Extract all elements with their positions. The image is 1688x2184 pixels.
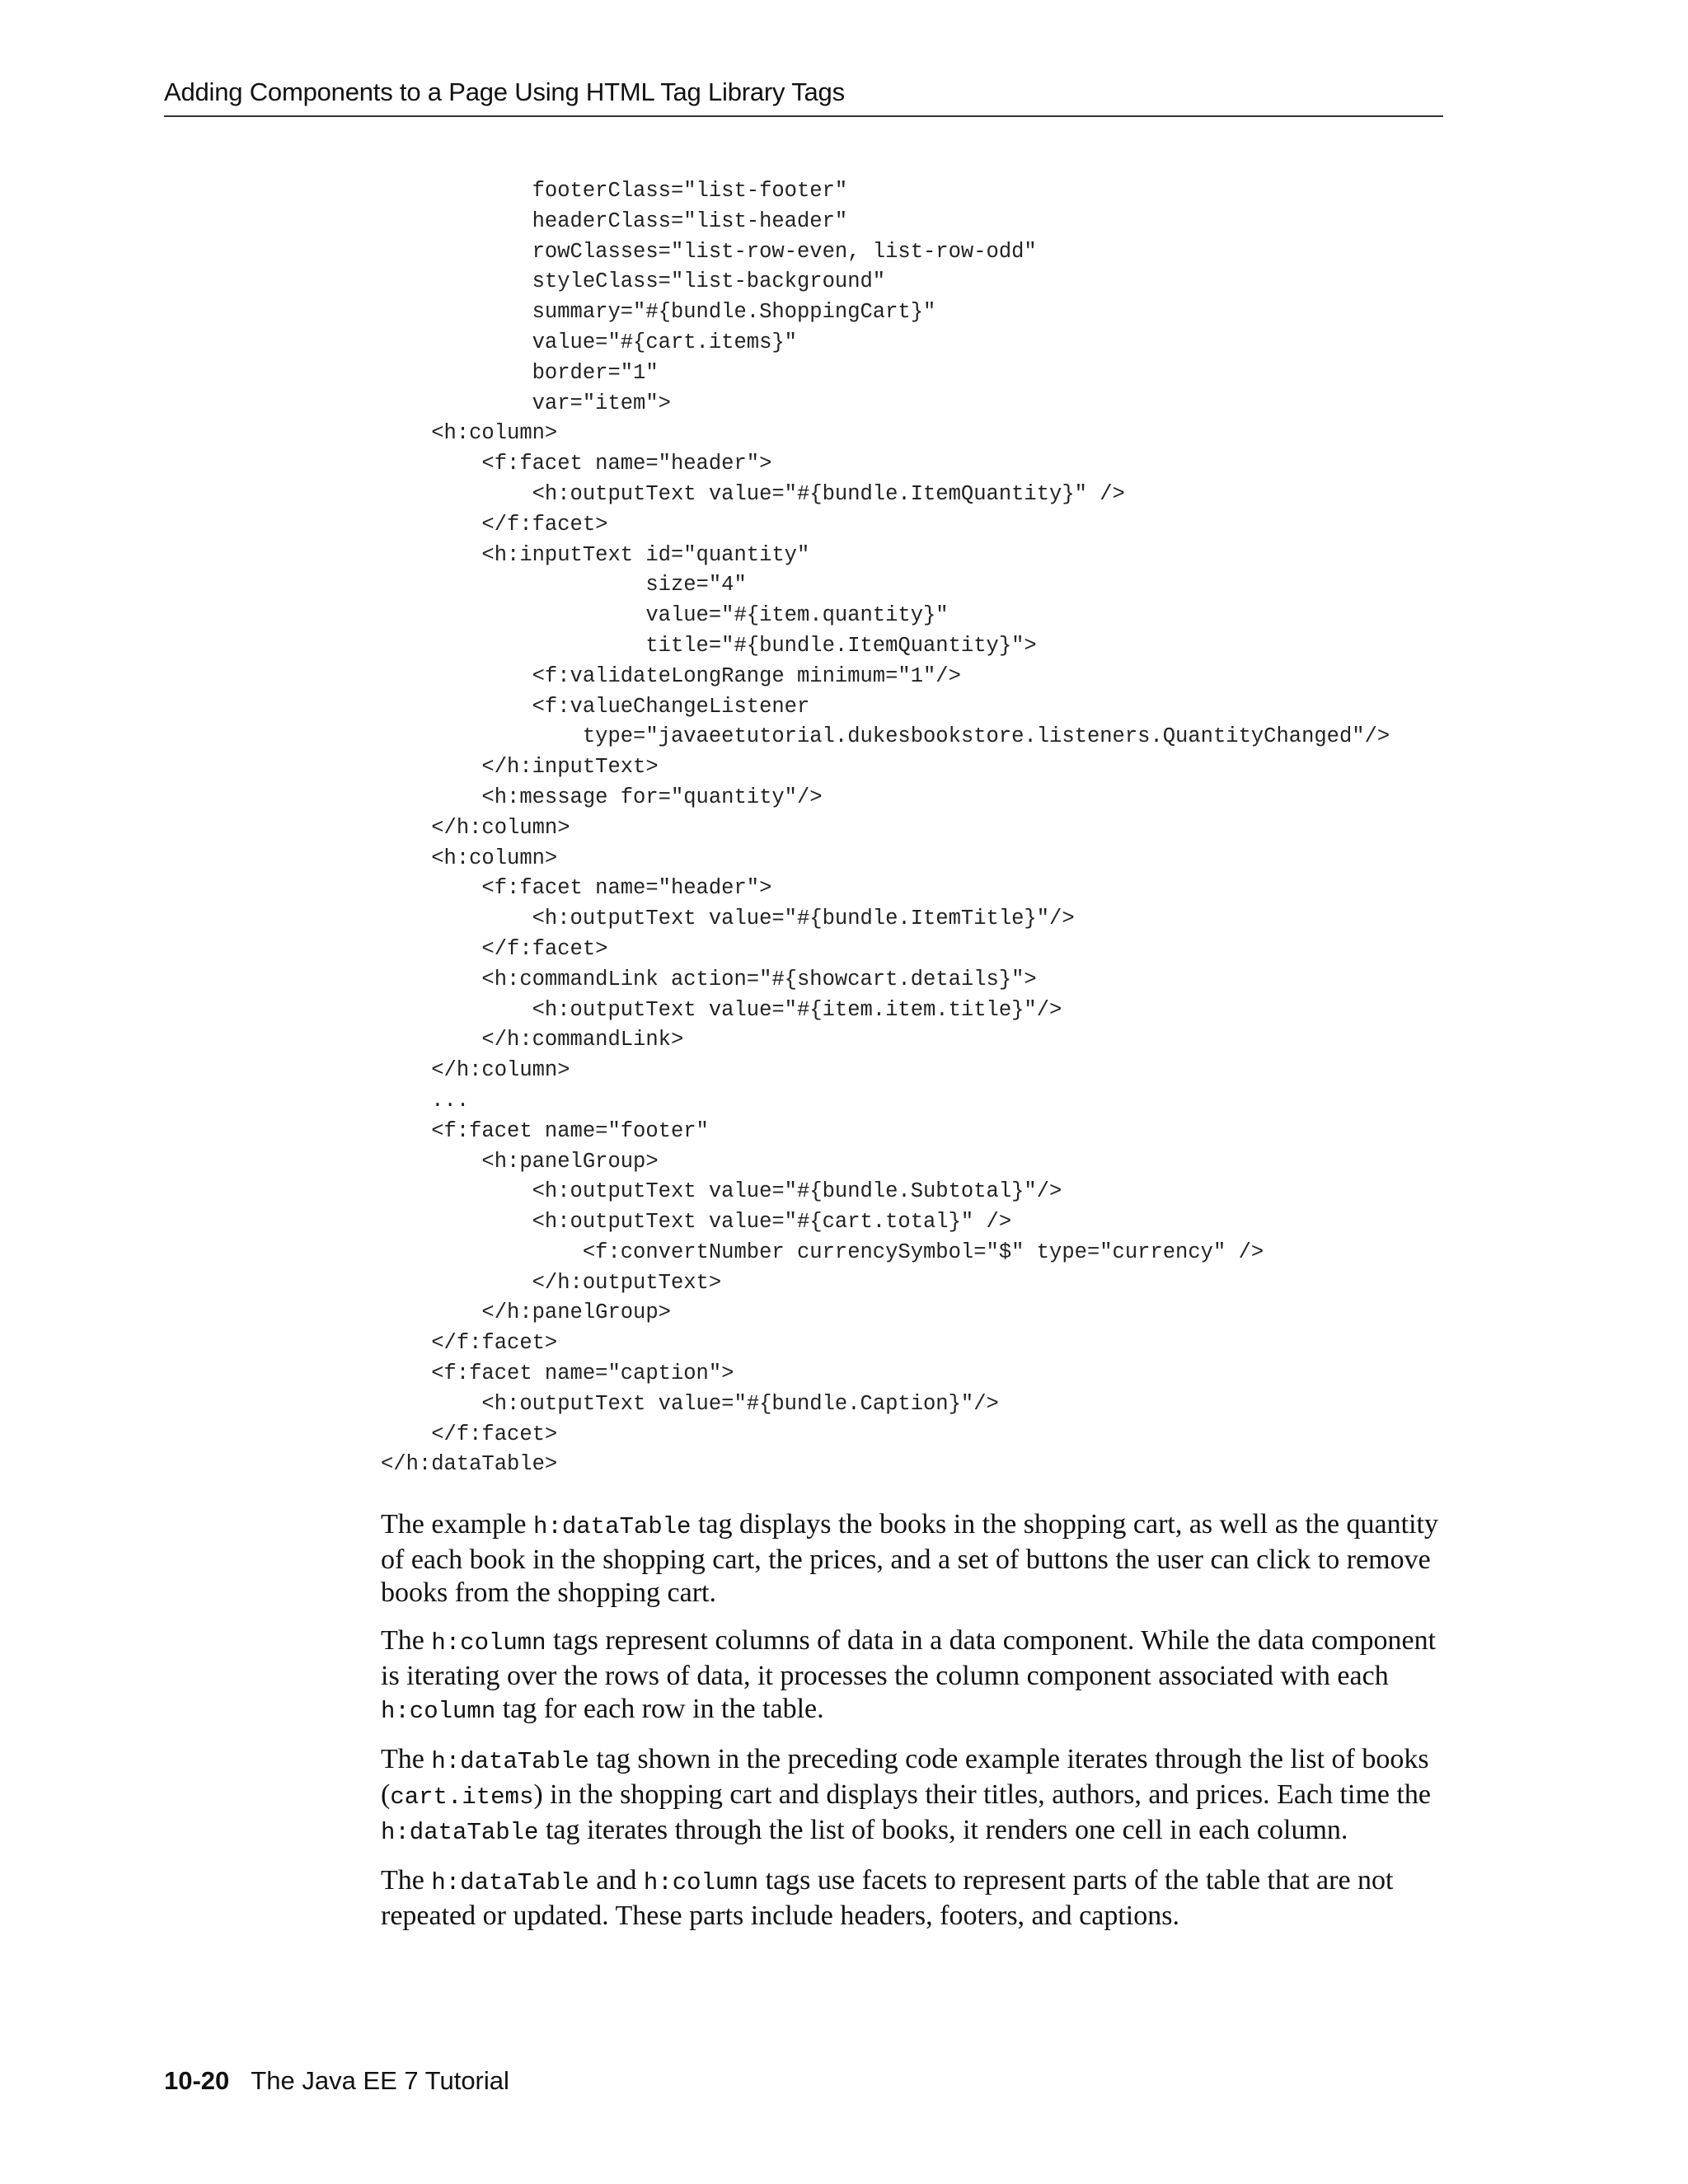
paragraph-text: The (381, 1865, 432, 1896)
code-line: var="item"> (381, 391, 671, 415)
code-line: <h:message for="quantity"/> (381, 785, 823, 809)
code-line: ... (381, 1088, 470, 1113)
paragraph-text: tag for each row in the table. (495, 1694, 824, 1724)
code-line: footerClass="list-footer" (381, 179, 848, 203)
paragraph (381, 1743, 1444, 1849)
code-line: rowClasses="list-row-even, list-row-odd" (381, 239, 1037, 264)
code-line: <h:outputText value="#{bundle.Subtotal}"/> (381, 1179, 1062, 1204)
paragraph (381, 1624, 1444, 1728)
paragraph-text: tag iterates through the list of books, it renders one cell in each column. (538, 1815, 1348, 1845)
code-line: <h:outputText value="#{item.item.title}"/> (381, 997, 1062, 1022)
page-number: 10-20 (164, 2066, 230, 2095)
inline-code: h:dataTable (431, 1869, 589, 1896)
paragraph-text: The (381, 1625, 432, 1656)
code-line: <h:outputText value="#{cart.total}" /> (381, 1210, 1012, 1235)
code-line: summary="#{bundle.ShoppingCart}" (381, 300, 936, 325)
book-title: The Java EE 7 Tutorial (251, 2066, 509, 2095)
paragraph (381, 1864, 1444, 1933)
code-line: <h:outputText value="#{bundle.ItemQuantity}" /> (381, 481, 1125, 506)
code-line: <h:outputText value="#{bundle.ItemTitle}"/> (381, 907, 1075, 931)
code-line: <h:panelGroup> (381, 1149, 659, 1174)
code-line: <f:facet name="footer" (381, 1118, 709, 1143)
code-line: </h:column> (381, 815, 570, 840)
inline-code: h:dataTable (431, 1748, 589, 1775)
code-line: <h:commandLink action="#{showcart.details}"> (381, 967, 1037, 991)
code-line: <f:convertNumber currencySymbol="$" type="currency" /> (381, 1240, 1264, 1264)
inline-code: h:column (431, 1629, 546, 1657)
code-line: value="#{item.quantity}" (381, 603, 949, 628)
code-line: title="#{bundle.ItemQuantity}"> (381, 633, 1037, 658)
code-line: <h:column> (381, 421, 558, 446)
running-header (164, 73, 1443, 117)
paragraph-text: tags represent columns of data in a data component. While the data component is iterating over the rows of data, it processes the column component associated with each (381, 1625, 1437, 1691)
code-line: headerClass="list-header" (381, 209, 848, 233)
code-line: <h:column> (381, 846, 558, 870)
paragraph-text: tag shown in the preceding code example iterates through the list of books ( (381, 1744, 1429, 1810)
code-line: </h:outputText> (381, 1270, 722, 1295)
code-line: type="javaeetutorial.dukesbookstore.listeners.QuantityChanged"/> (381, 724, 1390, 749)
code-line: </h:dataTable> (381, 1452, 558, 1477)
body-text (381, 1508, 1444, 1947)
code-line: <h:outputText value="#{bundle.Caption}"/> (381, 1391, 999, 1416)
code-line: </h:panelGroup> (381, 1301, 671, 1325)
inline-code: h:column (643, 1869, 759, 1896)
code-line: <f:valueChangeListener (381, 694, 810, 719)
code-line: styleClass="list-background" (381, 269, 886, 294)
code-line: <f:validateLongRange minimum="1"/> (381, 663, 961, 688)
code-line: <f:facet name="header"> (381, 876, 772, 901)
code-line: <f:facet name="caption"> (381, 1361, 734, 1386)
paragraph-text: ) in the shopping cart and displays their titles, authors, and prices. Each time the (533, 1779, 1432, 1810)
paragraph-text: tags use facets to represent parts of the table that are not repeated or updated. These parts include headers, footers, and captions. (381, 1865, 1394, 1931)
paragraph (381, 1508, 1444, 1610)
code-example (381, 176, 1390, 1480)
page-footer (164, 2064, 509, 2097)
code-line: value="#{cart.items}" (381, 330, 797, 354)
code-line: </h:inputText> (381, 755, 659, 780)
paragraph-text: tag displays the books in the shopping cart, as well as the quantity of each book in the shopping cart, the prices, and a set of buttons the user can click to remove books from the shopping cart. (381, 1509, 1438, 1608)
code-line: size="4" (381, 573, 747, 598)
paragraph-text: and (588, 1865, 644, 1896)
inline-code: cart.items (390, 1783, 534, 1811)
code-line: </h:column> (381, 1058, 570, 1083)
running-header-title: Adding Components to a Page Using HTML Tag Library Tags (164, 77, 845, 106)
code-line: </f:facet> (381, 1331, 558, 1356)
code-line: </f:facet> (381, 936, 608, 961)
code-line: <h:inputText id="quantity" (381, 542, 810, 567)
inline-code: h:dataTable (533, 1513, 692, 1540)
code-line: </h:commandLink> (381, 1028, 684, 1052)
inline-code: h:column (381, 1698, 496, 1725)
paragraph-text: The example (381, 1509, 534, 1540)
code-line: border="1" (381, 360, 659, 385)
code-line: <f:facet name="header"> (381, 452, 772, 476)
inline-code: h:dataTable (381, 1819, 539, 1846)
code-line: </f:facet> (381, 1422, 558, 1446)
code-line: </f:facet> (381, 512, 608, 537)
paragraph-text: The (381, 1744, 432, 1774)
